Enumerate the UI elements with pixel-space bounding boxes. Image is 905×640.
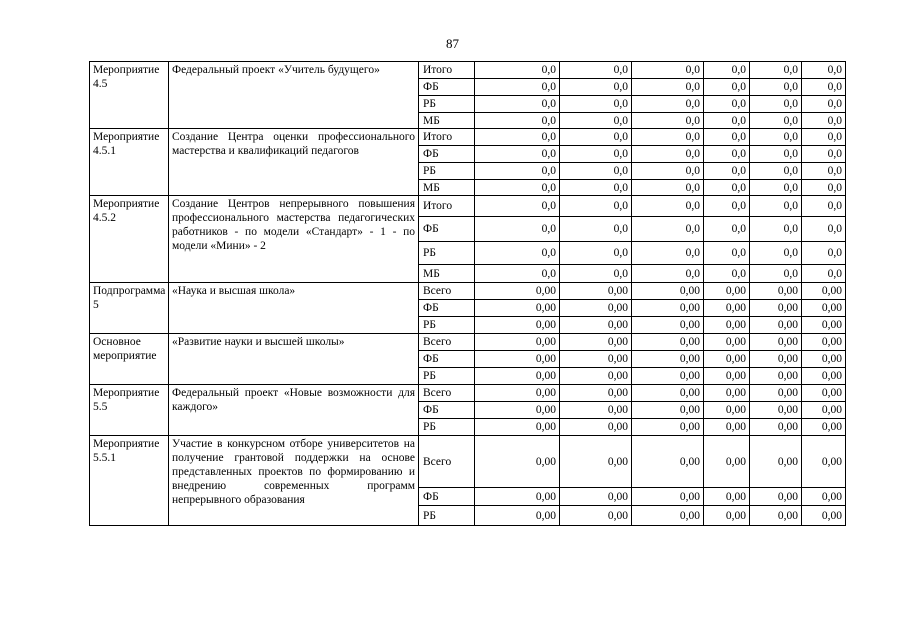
amount-cell: 0,0	[750, 146, 802, 163]
table-row	[90, 334, 846, 351]
amount-cell: 0,0	[750, 96, 802, 113]
amount-cell: 0,00	[750, 436, 802, 488]
funding-source: Всего	[419, 385, 475, 402]
amount-cell: 0,0	[632, 62, 704, 79]
amount-cell: 0,00	[632, 300, 704, 317]
amount-cell: 0,0	[750, 196, 802, 217]
amount-cell: 0,00	[704, 385, 750, 402]
amount-cell: 0,0	[704, 129, 750, 146]
amount-cell: 0,00	[802, 419, 846, 436]
event-code: Мероприятие 5.5.1	[90, 436, 169, 526]
funding-source: РБ	[419, 506, 475, 526]
amount-cell: 0,00	[704, 334, 750, 351]
amount-cell: 0,00	[632, 368, 704, 385]
amount-cell: 0,0	[560, 62, 632, 79]
amount-cell: 0,0	[632, 163, 704, 180]
amount-cell: 0,0	[475, 146, 560, 163]
amount-cell: 0,0	[704, 113, 750, 129]
amount-cell: 0,0	[750, 79, 802, 96]
amount-cell: 0,0	[560, 180, 632, 196]
amount-cell: 0,00	[632, 506, 704, 526]
amount-cell: 0,00	[802, 351, 846, 368]
amount-cell: 0,00	[475, 334, 560, 351]
amount-cell: 0,0	[802, 79, 846, 96]
amount-cell: 0,00	[560, 506, 632, 526]
amount-cell: 0,0	[750, 180, 802, 196]
funding-source: РБ	[419, 368, 475, 385]
amount-cell: 0,00	[475, 436, 560, 488]
funding-source: Итого	[419, 196, 475, 217]
amount-cell: 0,0	[802, 180, 846, 196]
amount-cell: 0,0	[475, 242, 560, 265]
amount-cell: 0,0	[632, 217, 704, 242]
amount-cell: 0,0	[802, 129, 846, 146]
funding-source: Всего	[419, 283, 475, 300]
amount-cell: 0,00	[475, 488, 560, 506]
amount-cell: 0,0	[704, 217, 750, 242]
event-code: Мероприятие 4.5.2	[90, 196, 169, 283]
amount-cell: 0,0	[802, 163, 846, 180]
amount-cell: 0,00	[632, 351, 704, 368]
amount-cell: 0,0	[475, 129, 560, 146]
amount-cell: 0,0	[475, 265, 560, 283]
event-description: Федеральный проект «Учитель будущего»	[169, 62, 419, 129]
amount-cell: 0,00	[802, 368, 846, 385]
event-description: «Развитие науки и высшей школы»	[169, 334, 419, 385]
amount-cell: 0,00	[750, 334, 802, 351]
amount-cell: 0,0	[475, 180, 560, 196]
amount-cell: 0,00	[560, 385, 632, 402]
amount-cell: 0,00	[632, 488, 704, 506]
amount-cell: 0,0	[750, 265, 802, 283]
funding-source: Итого	[419, 129, 475, 146]
amount-cell: 0,0	[750, 163, 802, 180]
amount-cell: 0,00	[475, 506, 560, 526]
amount-cell: 0,0	[560, 96, 632, 113]
amount-cell: 0,00	[802, 488, 846, 506]
amount-cell: 0,00	[560, 402, 632, 419]
event-code: Мероприятие 4.5	[90, 62, 169, 129]
amount-cell: 0,0	[475, 79, 560, 96]
amount-cell: 0,00	[632, 419, 704, 436]
amount-cell: 0,0	[560, 163, 632, 180]
amount-cell: 0,0	[704, 196, 750, 217]
amount-cell: 0,0	[632, 96, 704, 113]
amount-cell: 0,00	[750, 283, 802, 300]
amount-cell: 0,0	[802, 265, 846, 283]
amount-cell: 0,00	[704, 351, 750, 368]
amount-cell: 0,0	[632, 265, 704, 283]
amount-cell: 0,0	[560, 146, 632, 163]
amount-cell: 0,00	[560, 300, 632, 317]
amount-cell: 0,0	[750, 62, 802, 79]
table-row	[90, 196, 846, 217]
funding-source: Всего	[419, 334, 475, 351]
amount-cell: 0,00	[750, 402, 802, 419]
amount-cell: 0,0	[750, 242, 802, 265]
amount-cell: 0,00	[632, 334, 704, 351]
amount-cell: 0,00	[475, 419, 560, 436]
amount-cell: 0,0	[560, 242, 632, 265]
amount-cell: 0,0	[560, 129, 632, 146]
funding-source: РБ	[419, 419, 475, 436]
amount-cell: 0,0	[632, 79, 704, 96]
amount-cell: 0,0	[802, 217, 846, 242]
amount-cell: 0,0	[560, 196, 632, 217]
amount-cell: 0,00	[704, 419, 750, 436]
funding-source: РБ	[419, 317, 475, 334]
amount-cell: 0,00	[560, 317, 632, 334]
amount-cell: 0,00	[802, 436, 846, 488]
funding-source: МБ	[419, 113, 475, 129]
amount-cell: 0,0	[704, 62, 750, 79]
funding-source: МБ	[419, 180, 475, 196]
amount-cell: 0,00	[802, 402, 846, 419]
amount-cell: 0,0	[802, 113, 846, 129]
amount-cell: 0,0	[475, 96, 560, 113]
amount-cell: 0,00	[632, 317, 704, 334]
amount-cell: 0,00	[750, 351, 802, 368]
amount-cell: 0,0	[802, 96, 846, 113]
page-number: 87	[446, 36, 459, 51]
amount-cell: 0,0	[802, 62, 846, 79]
amount-cell: 0,0	[475, 217, 560, 242]
amount-cell: 0,0	[560, 217, 632, 242]
amount-cell: 0,0	[632, 180, 704, 196]
table-row	[90, 283, 846, 300]
amount-cell: 0,00	[560, 351, 632, 368]
amount-cell: 0,0	[750, 129, 802, 146]
amount-cell: 0,00	[475, 351, 560, 368]
table-row	[90, 62, 846, 79]
funding-source: ФБ	[419, 402, 475, 419]
amount-cell: 0,00	[632, 283, 704, 300]
amount-cell: 0,0	[704, 242, 750, 265]
amount-cell: 0,00	[475, 317, 560, 334]
amount-cell: 0,00	[475, 385, 560, 402]
funding-source: РБ	[419, 242, 475, 265]
amount-cell: 0,0	[475, 163, 560, 180]
amount-cell: 0,00	[560, 488, 632, 506]
amount-cell: 0,00	[802, 334, 846, 351]
funding-source: ФБ	[419, 217, 475, 242]
amount-cell: 0,00	[750, 419, 802, 436]
amount-cell: 0,00	[750, 385, 802, 402]
amount-cell: 0,0	[560, 113, 632, 129]
event-description: «Наука и высшая школа»	[169, 283, 419, 334]
amount-cell: 0,00	[750, 300, 802, 317]
amount-cell: 0,00	[560, 419, 632, 436]
funding-source: Всего	[419, 436, 475, 488]
amount-cell: 0,00	[560, 368, 632, 385]
amount-cell: 0,00	[802, 506, 846, 526]
amount-cell: 0,00	[475, 283, 560, 300]
funding-source: ФБ	[419, 488, 475, 506]
table-row	[90, 385, 846, 402]
amount-cell: 0,00	[704, 300, 750, 317]
amount-cell: 0,00	[560, 283, 632, 300]
amount-cell: 0,00	[750, 488, 802, 506]
funding-source: РБ	[419, 163, 475, 180]
amount-cell: 0,00	[802, 317, 846, 334]
funding-source: ФБ	[419, 146, 475, 163]
amount-cell: 0,0	[632, 146, 704, 163]
event-code: Мероприятие 4.5.1	[90, 129, 169, 196]
amount-cell: 0,00	[560, 334, 632, 351]
amount-cell: 0,0	[802, 242, 846, 265]
amount-cell: 0,0	[632, 129, 704, 146]
amount-cell: 0,00	[802, 300, 846, 317]
funding-source: ФБ	[419, 79, 475, 96]
event-description: Участие в конкурсном отборе университетов на получение грантовой поддержки на основе представленных проектов по формированию и внедрению современных программ непрерывного образования	[169, 436, 419, 526]
amount-cell: 0,0	[704, 96, 750, 113]
amount-cell: 0,0	[704, 79, 750, 96]
amount-cell: 0,00	[475, 402, 560, 419]
amount-cell: 0,0	[704, 163, 750, 180]
amount-cell: 0,00	[632, 402, 704, 419]
amount-cell: 0,0	[475, 62, 560, 79]
amount-cell: 0,00	[704, 506, 750, 526]
amount-cell: 0,00	[704, 436, 750, 488]
event-description: Федеральный проект «Новые возможности для каждого»	[169, 385, 419, 436]
amount-cell: 0,00	[704, 402, 750, 419]
amount-cell: 0,0	[750, 113, 802, 129]
amount-cell: 0,0	[704, 180, 750, 196]
amount-cell: 0,00	[704, 283, 750, 300]
amount-cell: 0,0	[560, 79, 632, 96]
funding-source: РБ	[419, 96, 475, 113]
amount-cell: 0,00	[632, 385, 704, 402]
funding-source: ФБ	[419, 351, 475, 368]
event-code: Подпрограмма 5	[90, 283, 169, 334]
amount-cell: 0,0	[632, 196, 704, 217]
amount-cell: 0,0	[475, 113, 560, 129]
event-description: Создание Центров непрерывного повышения профессионального мастерства педагогических работников - по модели «Стандарт» - 1 - по модели «Мини» - 2	[169, 196, 419, 283]
amount-cell: 0,0	[802, 146, 846, 163]
event-code: Мероприятие 5.5	[90, 385, 169, 436]
funding-source: МБ	[419, 265, 475, 283]
amount-cell: 0,0	[560, 265, 632, 283]
amount-cell: 0,00	[750, 317, 802, 334]
funding-source: ФБ	[419, 300, 475, 317]
amount-cell: 0,00	[802, 385, 846, 402]
amount-cell: 0,00	[560, 436, 632, 488]
table-row	[90, 129, 846, 146]
amount-cell: 0,0	[632, 242, 704, 265]
event-code: Основное мероприятие	[90, 334, 169, 385]
amount-cell: 0,00	[704, 488, 750, 506]
amount-cell: 0,0	[632, 113, 704, 129]
amount-cell: 0,00	[704, 317, 750, 334]
budget-table	[89, 61, 846, 526]
amount-cell: 0,00	[802, 283, 846, 300]
amount-cell: 0,00	[632, 436, 704, 488]
amount-cell: 0,00	[475, 368, 560, 385]
amount-cell: 0,00	[750, 506, 802, 526]
table-row	[90, 436, 846, 488]
amount-cell: 0,0	[802, 196, 846, 217]
event-description: Создание Центра оценки профессионального мастерства и квалификаций педагогов	[169, 129, 419, 196]
amount-cell: 0,0	[704, 146, 750, 163]
amount-cell: 0,00	[750, 368, 802, 385]
amount-cell: 0,00	[704, 368, 750, 385]
amount-cell: 0,0	[475, 196, 560, 217]
amount-cell: 0,0	[750, 217, 802, 242]
amount-cell: 0,0	[704, 265, 750, 283]
amount-cell: 0,00	[475, 300, 560, 317]
funding-source: Итого	[419, 62, 475, 79]
